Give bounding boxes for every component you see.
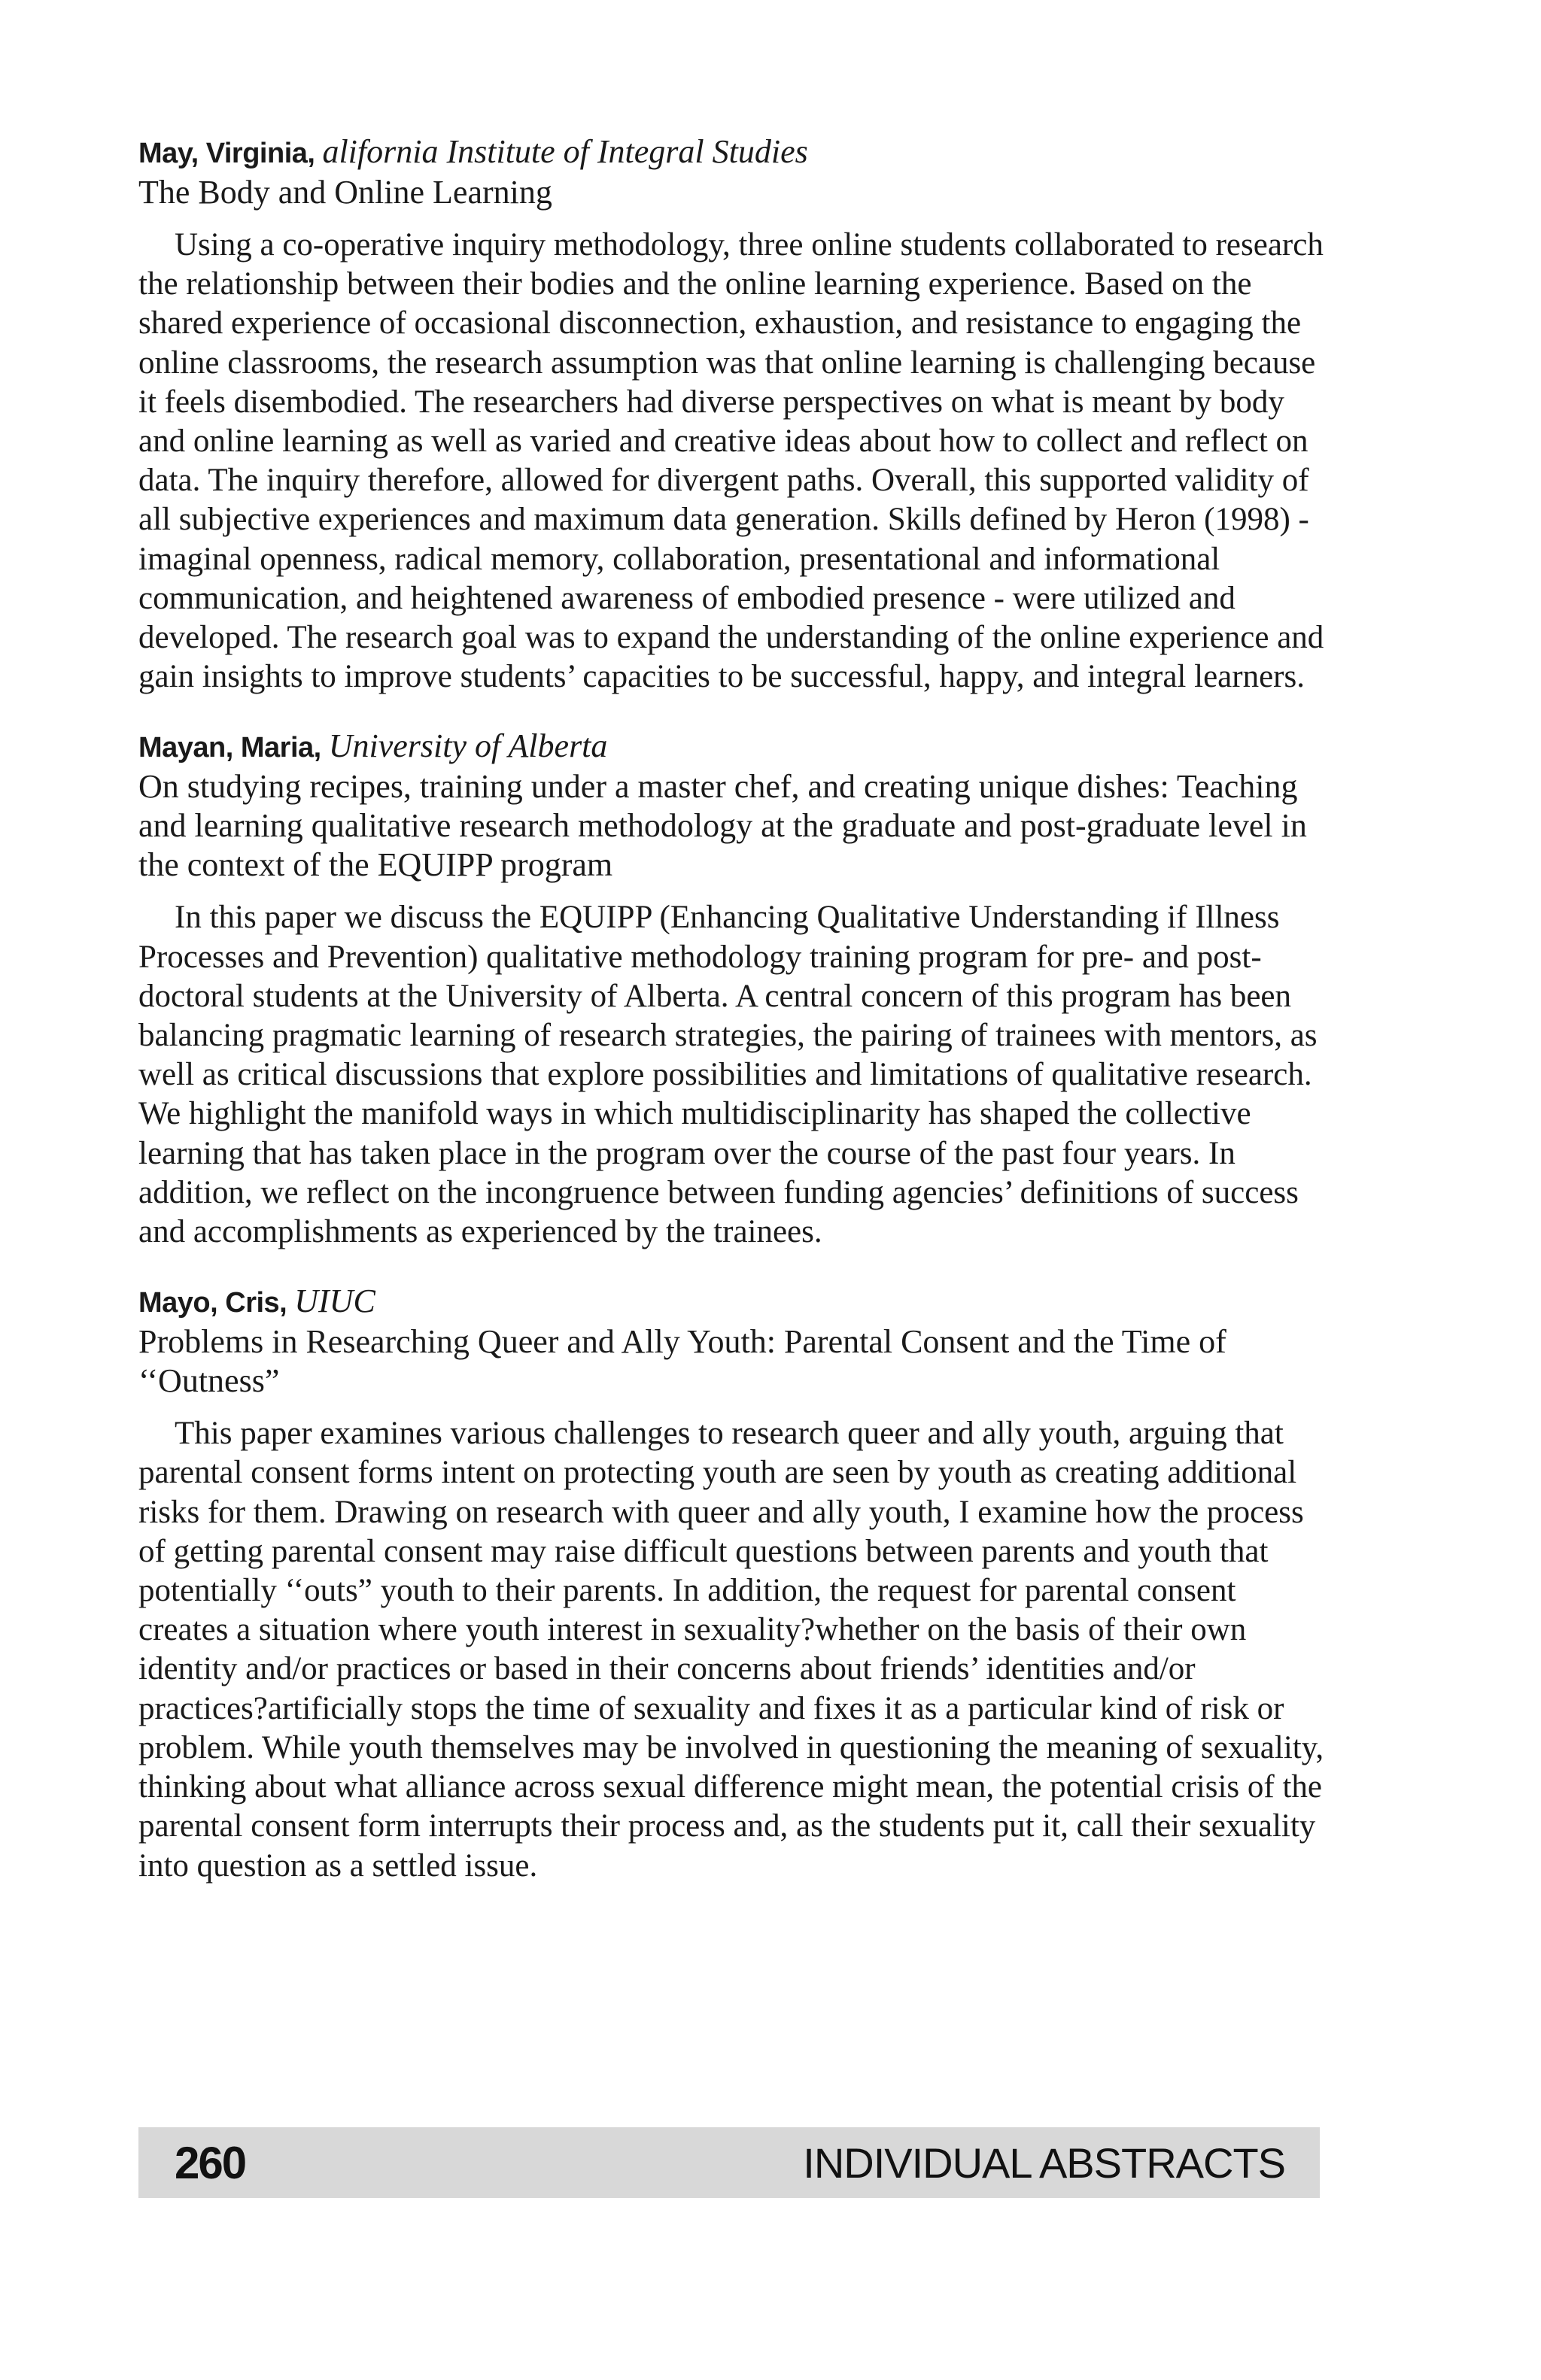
abstract-entry-mayan xyxy=(138,727,1327,1252)
section-title: INDIVIDUAL ABSTRACTS xyxy=(803,2139,1285,2187)
page-footer xyxy=(138,2127,1320,2198)
author-affiliation: alifornia Institute of Integral Studies xyxy=(322,133,808,170)
entry-header xyxy=(138,727,1327,767)
abstracts-page xyxy=(138,132,1327,1916)
entry-header xyxy=(138,132,1327,173)
paper-title: The Body and Online Learning xyxy=(138,174,552,211)
abstract-entry-mayo xyxy=(138,1282,1327,1885)
abstract-text: This paper examines various challenges to research queer and ally youth, arguing that parental consent forms intent on protecting youth are seen by youth as creating additional risks for them. Drawing on research with queer and ally youth, I examine how the process of getting parental consent may raise difficult questions between parents and youth that potentially ‘‘outs” youth to their parents. In addition, the request for parental consent creates a situation where youth interest in sexuality?whether on the basis of their own identity and/or practices or based in their concerns about friends’ identities and/or practices?artificially stops the time of sexuality and fixes it as a particular kind of risk or problem. While youth themselves may be involved in questioning the meaning of sexuality, thinking about what alliance across sexual difference might mean, the potential crisis of the parental consent form interrupts their process and, as the students put it, call their sexuality into question as a settled issue. xyxy=(138,1416,1324,1884)
paper-title: On studying recipes, training under a master chef, and creating unique dishes: Teaching and learning qualitative research methodology at the graduate and post-graduate level in the context of the EQUIPP program xyxy=(138,768,1307,884)
author-name: Mayan, Maria, xyxy=(138,732,321,764)
paper-title: Problems in Researching Queer and Ally Youth: Parental Consent and the Time of ‘‘Outness” xyxy=(138,1323,1226,1400)
author-affiliation: UIUC xyxy=(294,1283,375,1320)
entry-header xyxy=(138,1282,1327,1322)
author-name: Mayo, Cris, xyxy=(138,1287,287,1319)
abstract-entry-may xyxy=(138,132,1327,697)
abstract-text: Using a co-operative inquiry methodology, three online students collaborated to research the relationship between their bodies and the online learning experience. Based on the shared experience of occasional disconnection, exhaustion, and resistance to engaging the online classrooms, the research assumption was that online learning is challenging because it feels disembodied. The researchers had diverse perspectives on what is meant by body and online learning as well as varied and creative ideas about how to collect and reflect on data. The inquiry therefore, allowed for divergent paths. Overall, this supported validity of all subjective experiences and maximum data generation. Skills defined by Heron (1998) - imaginal openness, radical memory, collaboration, presentational and informational communication, and heightened awareness of embodied presence - were utilized and developed. The research goal was to expand the understanding of the online experience and gain insights to improve students’ capacities to be successful, happy, and integral learners. xyxy=(138,227,1324,695)
author-affiliation: University of Alberta xyxy=(328,727,608,765)
author-name: May, Virginia, xyxy=(138,138,315,169)
page-number: 260 xyxy=(175,2137,246,2188)
abstract-text: In this paper we discuss the EQUIPP (Enhancing Qualitative Understanding if Illness Processes and Prevention) qualitative methodology training program for pre- and post-doctoral students at the University of Alberta. A central concern of this program has been balancing pragmatic learning of research strategies, the pairing of trainees with mentors, as well as critical discussions that explore possibilities and limitations of qualitative research. We highlight the manifold ways in which multidisciplinarity has shaped the collective learning that has taken place in the program over the course of the past four years. In addition, we reflect on the incongruence between funding agencies’ definitions of success and accomplishments as experienced by the trainees. xyxy=(138,900,1318,1250)
